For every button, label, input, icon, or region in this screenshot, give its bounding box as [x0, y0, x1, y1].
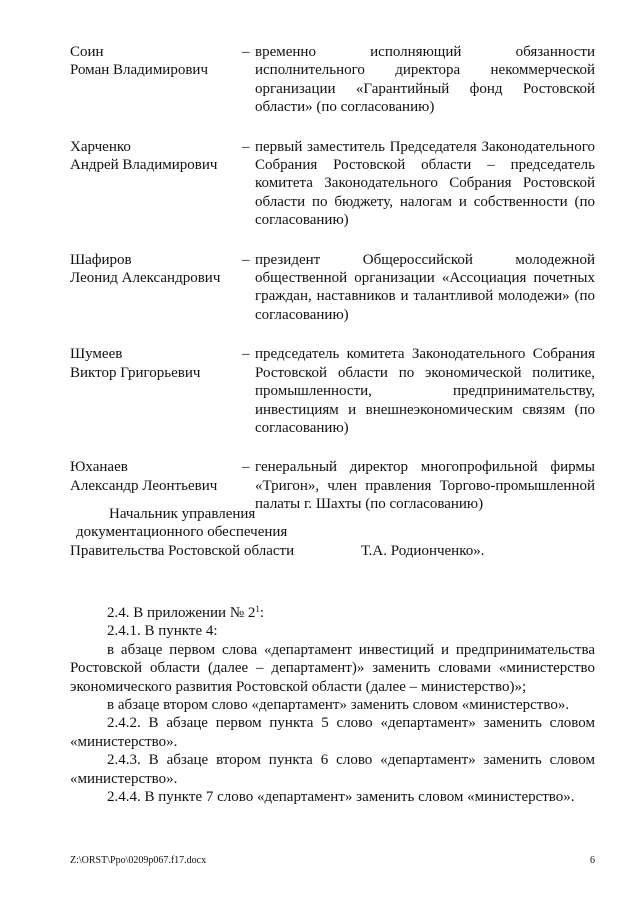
amendment-paragraph: 2.4.4. В пункте 7 слово «департамент» заменить словом «министерство». [107, 789, 575, 806]
footer-file-path: Z:\ORST\Ppo\0209p067.f17.docx [70, 855, 207, 866]
member-given-names: Леонид Александрович [70, 270, 221, 287]
member-role: председатель комитета Законодательного Собрания Ростовской области по экономической политике, промышленности, предпринимательству, инвестициям и внешнеэкономическим связям (по согласованию) [255, 346, 595, 436]
member-name [70, 345, 242, 437]
member-dash: – [242, 251, 250, 268]
member-entry [70, 43, 595, 117]
member-surname: Харченко [70, 138, 131, 155]
signature-position-line3: Правительства Ростовской области [70, 542, 295, 559]
amendment-heading-text: 2.4. В приложении № 2 [107, 605, 256, 621]
amendment-heading-superscript: 1 [255, 604, 260, 614]
member-dash: – [242, 459, 250, 476]
member-name [70, 43, 242, 117]
member-given-names: Виктор Григорьевич [70, 364, 201, 381]
member-entry [70, 345, 595, 437]
amendments-section [70, 604, 595, 806]
member-given-names: Андрей Владимирович [70, 157, 218, 174]
footer-page-number: 6 [590, 855, 595, 866]
member-entry [70, 138, 595, 230]
signer-name: Т.А. Родионченко». [361, 542, 485, 559]
member-role: временно исполняющий обязанности исполнительного директора некоммерческой организации «Гарантийный фонд Ростовской области» (по согласованию) [255, 44, 595, 116]
member-surname: Шумеев [70, 346, 123, 363]
amendment-paragraph: в абзаце втором слово «департамент» заменить словом «министерство». [107, 697, 570, 714]
amendment-paragraph: 2.4.1. В пункте 4: [107, 623, 218, 640]
signature-position-line1: Начальник управления [109, 506, 256, 522]
amendment-paragraph: 2.4.2. В абзаце первом пункта 5 слово «департамент» заменить словом «министерство». [70, 715, 595, 750]
member-dash: – [242, 138, 250, 155]
member-given-names: Роман Владимирович [70, 62, 208, 79]
amendment-heading-colon: : [259, 605, 265, 621]
commission-members-list [70, 43, 595, 535]
member-dash: – [242, 44, 250, 60]
member-role: президент Общероссийской молодежной общественной организации «Ассоциация почетных граждан, наставников и талантливой молодежи» (по согласованию) [255, 251, 595, 323]
amendment-heading [70, 604, 595, 622]
member-entry [70, 251, 595, 325]
member-surname: Юханаев [70, 459, 128, 476]
member-role: генеральный директор многопрофильной фирмы «Тригон», член правления Торгово-промышленной палаты г. Шахты (по согласованию) [255, 459, 595, 513]
amendment-paragraph: 2.4.3. В абзаце втором пункта 6 слово «департамент» заменить словом «министерство». [70, 752, 595, 787]
member-given-names: Александр Леонтьевич [70, 477, 218, 494]
member-dash: – [242, 346, 250, 363]
member-surname: Соин [70, 44, 104, 60]
member-name [70, 251, 242, 325]
signature-block [70, 505, 595, 560]
member-role: первый заместитель Председателя Законодательного Собрания Ростовской области – председатель комитета Законодательного Собрания Ростовской области по бюджету, налогам и собственности (по согласованию) [255, 138, 595, 229]
page-footer [70, 855, 595, 867]
member-surname: Шафиров [70, 251, 132, 268]
signature-position-line3-row [70, 542, 595, 560]
member-name [70, 138, 242, 230]
signature-position-line2: документационного обеспечения [76, 524, 288, 541]
amendment-paragraph: в абзаце первом слова «департамент инвестиций и предпринимательства Ростовской области (далее – департамент)» заменить словами «министерство экономического развития Ростовской области (далее – министерство)»; [70, 641, 595, 695]
